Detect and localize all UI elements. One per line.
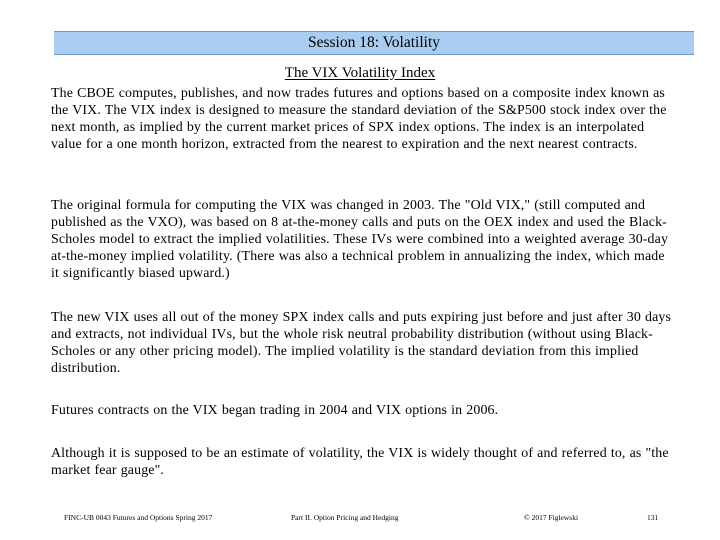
footer-part: Part II. Option Pricing and Hedging xyxy=(291,513,399,522)
paragraph-old-vix-formula: The original formula for computing the VIX was changed in 2003. The "Old VIX," (still computed and published as the VXO), was based on 8 at-the-money calls and puts on the OEX index and used the Black-Scholes model to extract the implied volatilities. These IVs were combined into a weighted average 30-day at-the-money implied volatility. (There was also a technical problem in annualizing the index, which made it significantly biased upward.) xyxy=(51,198,669,281)
paragraph-fear-gauge: Although it is supposed to be an estimate of volatility, the VIX is widely thought of and referred to, as "the market fear gauge". xyxy=(51,446,669,478)
footer-page-number: 131 xyxy=(647,513,659,522)
slide-subtitle xyxy=(0,64,720,82)
footer-course: FINC-UB 0043 Futures and Options Spring 2017 xyxy=(64,513,213,522)
footer-copyright: © 2017 Figlewski xyxy=(524,513,579,522)
paragraph-new-vix-method: The new VIX uses all out of the money SPX index calls and puts expiring just before and just after 30 days and extracts, not individual IVs, but the whole risk neutral probability distribution (without using Black-Scholes or any other pricing model). The implied volatility is the standard deviation from this implied distribution. xyxy=(51,310,672,376)
paragraph-vix-futures-options: Futures contracts on the VIX began trading in 2004 and VIX options in 2006. xyxy=(51,403,499,418)
paragraph-cboe-vix-intro: The CBOE computes, publishes, and now trades futures and options based on a composite index known as the VIX. The VIX index is designed to measure the standard deviation of the S&P500 stock index over the next month, as implied by the current market prices of SPX index options. The index is an interpolated value for a one month horizon, extracted from the nearest to expiration and the next nearest contracts. xyxy=(51,86,667,152)
subtitle-text: The VIX Volatility Index xyxy=(284,65,436,81)
session-header-bar xyxy=(54,31,694,55)
session-title: Session 18: Volatility xyxy=(307,34,441,51)
